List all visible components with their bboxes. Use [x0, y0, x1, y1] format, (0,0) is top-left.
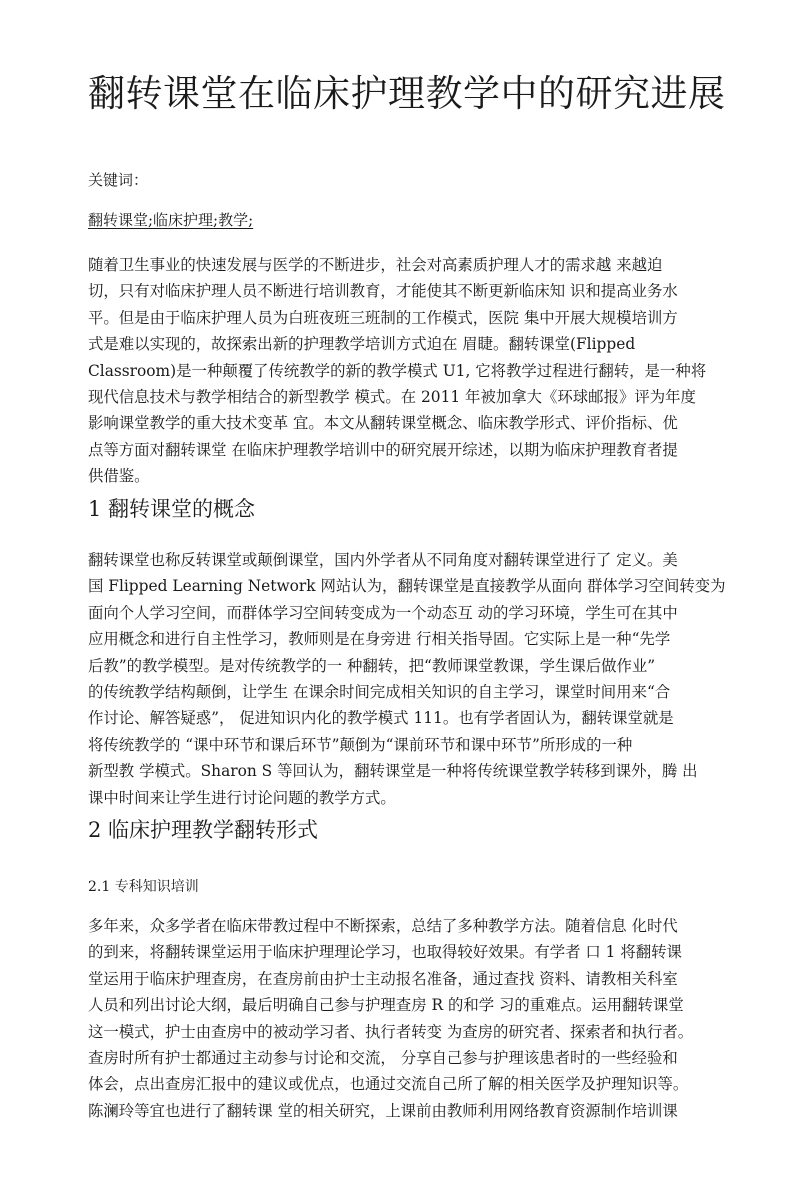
- text-line: 供借鉴。: [88, 467, 150, 486]
- section-2-heading: 2 临床护理教学翻转形式: [88, 818, 319, 842]
- text-line: 切，只有对临床护理人员不断进行培训教育，才能使其不断更新临床知 识和提高业务水: [88, 282, 678, 301]
- section-2-1-heading: 2.1 专科知识培训: [88, 879, 199, 895]
- section-2-1-paragraph: [88, 913, 716, 1124]
- text-line: 国 Flipped Learning Network 网站认为，翻转课堂是直接教学从面向 群体学习空间转变为: [88, 577, 726, 596]
- text-line: 作讨论、解答疑惑”， 促进知识内化的教学模式 111。也有学者固认为，翻转课堂就是: [88, 709, 674, 728]
- text-line: 影响课堂教学的重大技术变革 宜。本文从翻转课堂概念、临床教学形式、评价指标、优: [88, 414, 678, 433]
- section-1-paragraph: [88, 547, 726, 811]
- text-line: 多年来，众多学者在临床带教过程中不断探索，总结了多种教学方法。随着信息 化时代: [88, 917, 678, 935]
- text-line: 堂运用于临床护理查房，在查房前由护士主动报名准备，通过查找 资料、请教相关科室: [88, 969, 678, 988]
- text-line: 现代信息技术与教学相结合的新型教学 模式。在 2011 年被加拿大《环球邮报》评为年度: [88, 388, 696, 407]
- text-line: 的到来，将翻转课堂运用于临床护理理论学习，也取得较好效果。有学者 口 1 将翻转课: [88, 943, 682, 962]
- text-line: 应用概念和进行自主性学习，教师则是在身旁进 行相关指导固。它实际上是一种“先学: [88, 630, 671, 649]
- keywords-list: 翻转课堂;临床护理;教学;: [88, 211, 254, 229]
- text-line: 陈澜玲等宜也进行了翻转课 堂的相关研究，上课前由教师利用网络教育资源制作培训课: [88, 1101, 678, 1120]
- text-line: 人员和列出讨论大纲，最后明确自己参与护理查房 R 的和学 习的重难点。运用翻转课堂: [88, 996, 684, 1015]
- text-line: 课中时间来让学生进行讨论问题的教学方式。: [88, 788, 396, 807]
- text-line: 新型教 学模式。Sharon S 等回认为，翻转课堂是一种将传统课堂教学转移到课外，腾 出: [88, 762, 698, 781]
- text-line: 面向个人学习空间，而群体学习空间转变成为一个动态互 动的学习环境，学生可在其中: [88, 603, 678, 622]
- text-line: 后教”的教学模型。是对传统教学的一 种翻转，把“教师课堂教课，学生课后做作业”: [88, 656, 656, 675]
- document-title: 翻转课堂在临床护理教学中的研究进展: [88, 72, 726, 115]
- text-line: 式是难以实现的，故探索出新的护理教学培训方式迫在 眉睫。翻转课堂(Flipped: [88, 335, 636, 354]
- keywords-label: 关键词：: [88, 171, 149, 189]
- text-line: 这一模式，护士由查房中的被动学习者、执行者转变 为查房的研究者、探索者和执行者。: [88, 1022, 694, 1041]
- section-1-heading: 1 翻转课堂的概念: [88, 497, 256, 521]
- text-line: Classroom)是一种颠覆了传统教学的新的教学模式 U1, 它将教学过程进行翻转，是一种将: [88, 361, 707, 380]
- text-line: 将传统教学的 “课中环节和课后环节”颠倒为“课前环节和课中环节”所形成的一种: [88, 735, 633, 754]
- text-line: 平。但是由于临床护理人员为白班夜班三班制的工作模式，医院 集中开展大规模培训方: [88, 308, 678, 327]
- text-line: 查房时所有护士都通过主动参与讨论和交流， 分享自己参与护理该患者时的一些经验和: [88, 1049, 678, 1068]
- text-line: 的传统教学结构颠倒，让学生 在课余时间完成相关知识的自主学习，课堂时间用来“合: [88, 683, 671, 702]
- text-line: 随着卫生事业的快速发展与医学的不断进步，社会对高素质护理人才的需求越 来越迫: [88, 256, 663, 274]
- text-line: 翻转课堂也称反转课堂或颠倒课堂，国内外学者从不同角度对翻转课堂进行了 定义。美: [88, 551, 678, 569]
- intro-paragraph: [88, 252, 716, 490]
- text-line: 体会，点出查房汇报中的建议或优点，也通过交流自己所了解的相关医学及护理知识等。: [88, 1075, 689, 1094]
- text-line: 点等方面对翻转课堂 在临床护理教学培训中的研究展开综述，以期为临床护理教育者提: [88, 440, 678, 459]
